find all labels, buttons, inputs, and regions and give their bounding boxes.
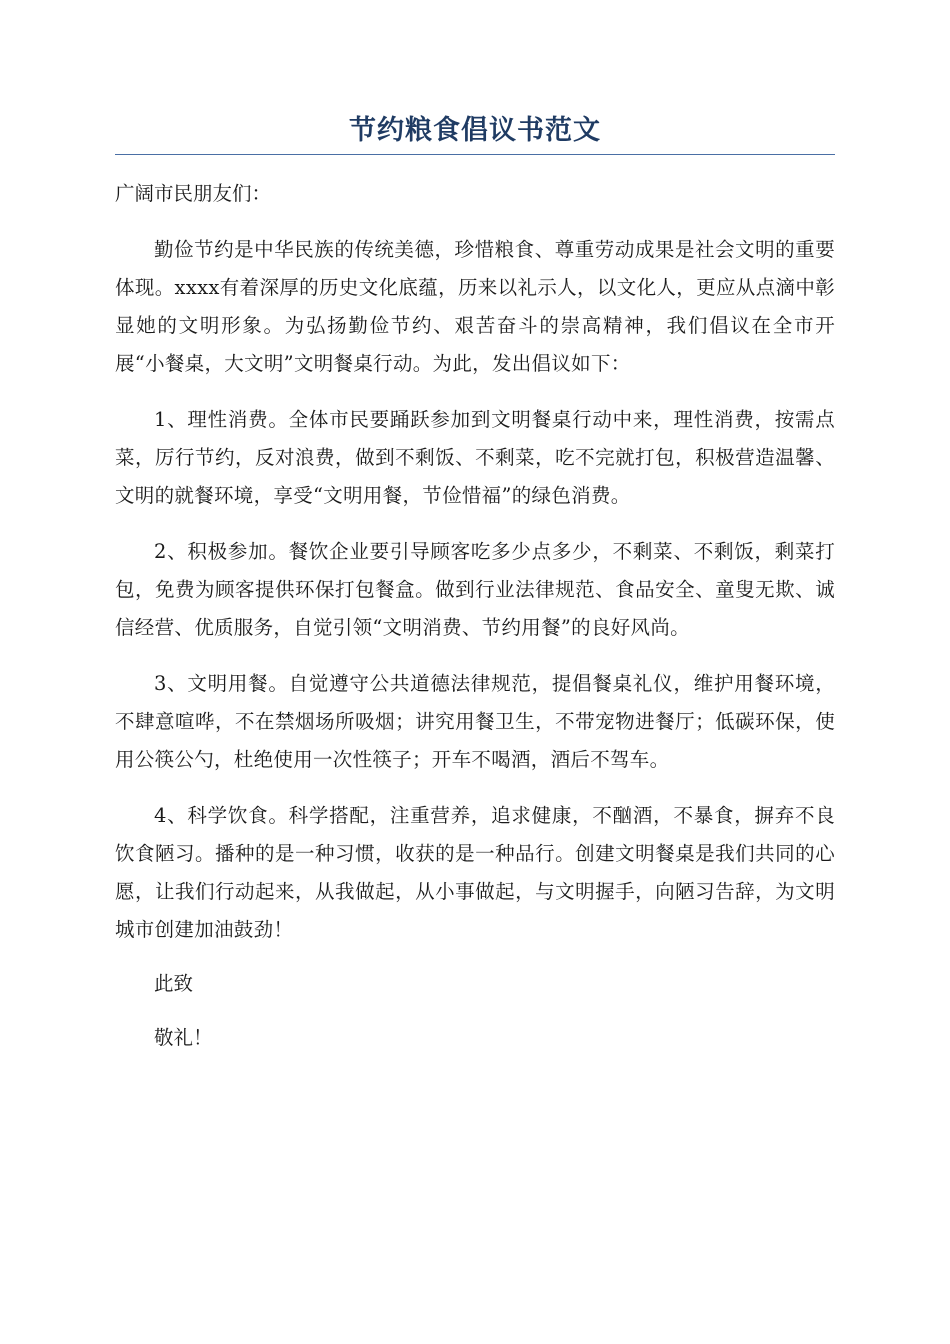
paragraph-item-4: 4、科学饮食。科学搭配，注重营养，追求健康，不酗酒，不暴食，摒弃不良饮食陋习。播种的是一种习惯，收获的是一种品行。创建文明餐桌是我们共同的心愿，让我们行动起来，从我做起，从小事做起，与文明握手，向陋习告辞，为文明城市创建加油鼓劲！ xyxy=(115,804,835,941)
closing-greeting: 此致 xyxy=(154,972,194,995)
paragraph-item-1: 1、理性消费。全体市民要踊跃参加到文明餐桌行动中来，理性消费，按需点菜，厉行节约，反对浪费，做到不剩饭、不剩菜，吃不完就打包，积极营造温馨、文明的就餐环境，享受“文明用餐，节俭惜福”的绿色消费。 xyxy=(115,408,835,507)
document-title: 节约粮食倡议书范文 xyxy=(115,110,835,155)
salutation: 广阔市民朋友们： xyxy=(115,182,272,205)
document-page xyxy=(115,110,835,1057)
closing-salute: 敬礼！ xyxy=(154,1026,213,1049)
paragraph-intro: 勤俭节约是中华民族的传统美德，珍惜粮食、尊重劳动成果是社会文明的重要体现。xxxx有着深厚的历史文化底蕴，历来以礼示人，以文化人，更应从点滴中彰显她的文明形象。为弘扬勤俭节约、艰苦奋斗的崇高精神，我们倡议在全市开展“小餐桌，大文明”文明餐桌行动。为此，发出倡议如下： xyxy=(115,238,835,375)
paragraph-item-3: 3、文明用餐。自觉遵守公共道德法律规范，提倡餐桌礼仪，维护用餐环境，不肆意喧哗，不在禁烟场所吸烟；讲究用餐卫生，不带宠物进餐厅；低碳环保，使用公筷公勺，杜绝使用一次性筷子；开车不喝酒，酒后不驾车。 xyxy=(115,672,835,771)
paragraph-item-2: 2、积极参加。餐饮企业要引导顾客吃多少点多少，不剩菜、不剩饭，剩菜打包，免费为顾客提供环保打包餐盒。做到行业法律规范、食品安全、童叟无欺、诚信经营、优质服务，自觉引领“文明消费、节约用餐”的良好风尚。 xyxy=(115,540,835,639)
